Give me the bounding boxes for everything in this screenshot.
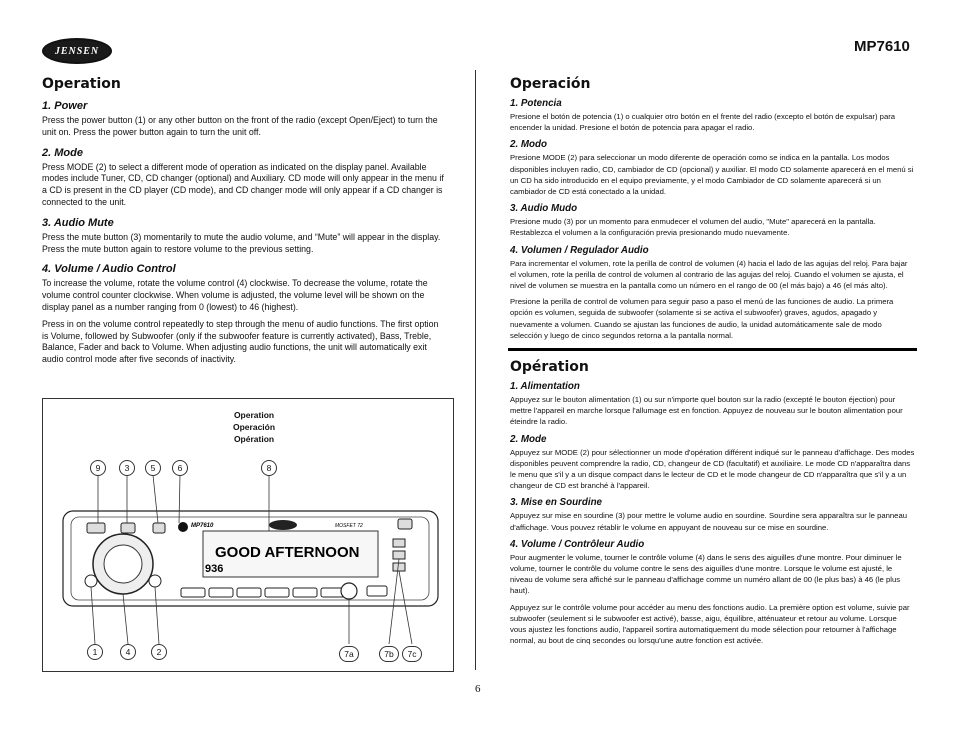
callout-1: 1 <box>87 644 103 660</box>
english-column <box>42 74 445 371</box>
french-paragraph: Pour augmenter le volume, tourner le contrôle volume (4) dans le sens des aiguilles d'une montre. Pour diminuer le volume, tourner le contrôle du volume contre le sens des aiguilles d'une montre. Lorsque le volume est ajusté, le niveau de volume sera affiché sur le panneau d'affichage comme un numéro allant de 00 (le plus bas) à 46 (le plus haut). <box>510 552 902 596</box>
english-paragraph: To increase the volume, rotate the volume control (4) clockwise. To decrease the volume, rotate the volume control counter clockwise. When volume is adjusted, the volume level will be shown on the display panel as a number ranging from 0 (lowest) to 46 (highest). <box>42 278 428 312</box>
callout-7a: 7a <box>339 646 359 662</box>
english-heading-1: 1. Power <box>42 100 88 112</box>
display-number: 936 <box>205 563 224 575</box>
french-paragraph: Appuyez sur MODE (2) pour sélectionner un mode d'opération différent indiqué sur le panneau d'affichage. Des modes disponibles peuvent comprendre la radio, CD, changeur de CD (facultatif) et auxiliaire. Le mode CD n'apparaîtra dans le menu que s'il y a un disque compact dans le lecteur de CD et le mode changeur de CD n'apparaîtra que s'il y a un changeur de CD est branché à l'appareil. <box>510 447 915 491</box>
caption-fr: Opération <box>233 434 275 444</box>
english-heading-4: 4. Volume / Audio Control <box>42 263 176 276</box>
spanish-paragraph: Presione mudo (3) por un momento para enmudecer el volumen del audio, "Mute" aparecerá en la pantalla. Restablezca el volumen a la configuración previa presionando mudo nuevamente. <box>510 217 876 238</box>
spanish-heading-2: 2. Modo <box>510 139 548 151</box>
english-heading-2: 2. Mode <box>42 146 83 159</box>
spanish-paragraph: Presione la perilla de control de volumen para seguir paso a paso el menú de las funciones de audio. La primera opción es volumen, seguida de subwoofer (solamente si se activa el subwoofer) graves, agudos, apagado y nuevamente a volumen. Cuando se ajustan las funciones de audio, la unidad automáticamente sale de modo selección y luego de cinco segundos retorna a la pantalla normal. <box>510 297 894 340</box>
display-text: GOOD AFTERNOON <box>215 544 360 561</box>
english-title: Operation <box>42 76 121 92</box>
callout-4: 4 <box>120 644 136 660</box>
english-paragraph: Press MODE (2) to select a different mode of operation as indicated on the display panel. Available modes include Tuner, CD, CD changer (optional) and Auxiliary. CD mode will only appear in the menu if a CD is present in the CD player (CD mode), and CD changer mode will only appear if a CD changer is connected to the unit. <box>42 161 444 207</box>
callout-5: 5 <box>145 460 161 476</box>
french-paragraph: Appuyez sur le bouton alimentation (1) ou sur n'importe quel bouton sur la radio (excepté le bouton éjection) pour mettre l'appareil en marche lorsque l'allumage est en fonction. Appuyez de nouveau sur le bouton alimentation pour éteindre la radio. <box>510 395 903 427</box>
french-heading-4: 4. Volume / Contrôleur Audio <box>510 538 645 550</box>
radio-faceplate-drawing <box>43 399 453 671</box>
callout-9: 9 <box>90 460 106 476</box>
spanish-heading-3: 3. Audio Mudo <box>510 203 578 215</box>
callout-2: 2 <box>151 644 167 660</box>
column-divider <box>475 70 476 670</box>
spanish-paragraph: Presione MODE (2) para seleccionar un modo diferente de operación como se indica en la pantalla. Los modos disponibles incluyen radio, CD, cambiador de CD (opcional) y auxiliar. El modo CD solamente aparecerá en el menú si un CD ha sido introducido en el equipo previamente, y el modo Cambiador de CD solamente aparecerá si un cambiador de CD está conectado a la unidad. <box>510 153 914 197</box>
spanish-paragraph: Presione el botón de potencia (1) o cualquier otro botón en el frente del radio (excepto el botón de expulsar) para encender la unidad. Presione el botón de potencia para apagar el radio. <box>510 112 896 133</box>
english-paragraph: Press in on the volume control repeatedly to step through the menu of audio functions. The first option is Volume, followed by Subwoofer (only if the subwoofer feature is currently activated), Bass, Treble, Balance, Fader and back to Volume. When adjusting audio functions, the unit will automatically exit audio control mode after five seconds of inactivity. <box>42 318 439 365</box>
spanish-section <box>510 76 915 341</box>
jensen-logo: JENSEN <box>42 38 112 64</box>
french-heading-1: 1. Alimentation <box>510 381 580 393</box>
model-number: MP7610 <box>854 38 910 55</box>
callout-3: 3 <box>119 460 135 476</box>
english-paragraph: Press the power button (1) or any other button on the front of the radio (except Open/Eject) to turn the unit on. Press the power button again to turn the unit off. <box>42 115 438 137</box>
spanish-heading-1: 1. Potencia <box>510 98 562 109</box>
caption-en: Operation <box>233 410 275 420</box>
spanish-title: Operación <box>510 76 591 92</box>
panel-model: MP7610 <box>191 523 214 529</box>
callout-6: 6 <box>172 460 188 476</box>
spanish-heading-4: 4. Volumen / Regulador Audio <box>510 244 649 256</box>
panel-brand: MOSFET 72 <box>335 523 363 529</box>
french-heading-2: 2. Mode <box>510 433 547 445</box>
caption-es: Operación <box>233 422 276 432</box>
french-section <box>510 359 915 646</box>
section-divider <box>508 348 917 351</box>
french-paragraph: Appuyez sur le contrôle volume pour accéder au menu des fonctions audio. La première option est volume, suivie par subwoofer (seulement si le subwoofer est activé), basse, aigu, équilibre, atténuateur et retour au volume. Lorsque vous ajustez les fonctions audio, l'appareil sortira automatiquement du mode sélection pour retourner à l'affichage normal, au bout de cinq secondes ou lorsqu'une autre fonction est activée. <box>510 602 910 646</box>
spanish-paragraph: Para incrementar el volumen, rote la perilla de control de volumen (4) hacia el lado de las agujas del reloj. Para bajar el volumen, rote la perilla de control de volumen al contrario de las agujas del reloj. Cuando el volumen se ajusta, el nivel de volumen se muestra en la pantalla como un número en el rango de 00 (el más bajo) a 46 (el más alto). <box>510 258 908 291</box>
english-heading-3: 3. Audio Mute <box>42 216 114 229</box>
french-paragraph: Appuyez sur mise en sourdine (3) pour mettre le volume audio en sourdine. Sourdine sera apparaîtra sur le panneau d'affichage. Vous pouvez rétablir le volume en appuyant de nouveau sur ce mise en sourdine. <box>510 511 907 532</box>
callout-7c: 7c <box>402 646 422 662</box>
page-number: 6 <box>475 683 481 695</box>
french-title: Opération <box>510 359 589 376</box>
english-paragraph: Press the mute button (3) momentarily to mute the audio volume, and “Mute” will appear in the display. Press the mute button again to restore volume to the previous setting. <box>42 231 441 254</box>
callout-8: 8 <box>261 460 277 476</box>
french-heading-3: 3. Mise en Sourdine <box>510 497 603 509</box>
radio-diagram <box>42 398 454 672</box>
callout-7b: 7b <box>379 646 399 662</box>
right-column <box>510 74 915 652</box>
